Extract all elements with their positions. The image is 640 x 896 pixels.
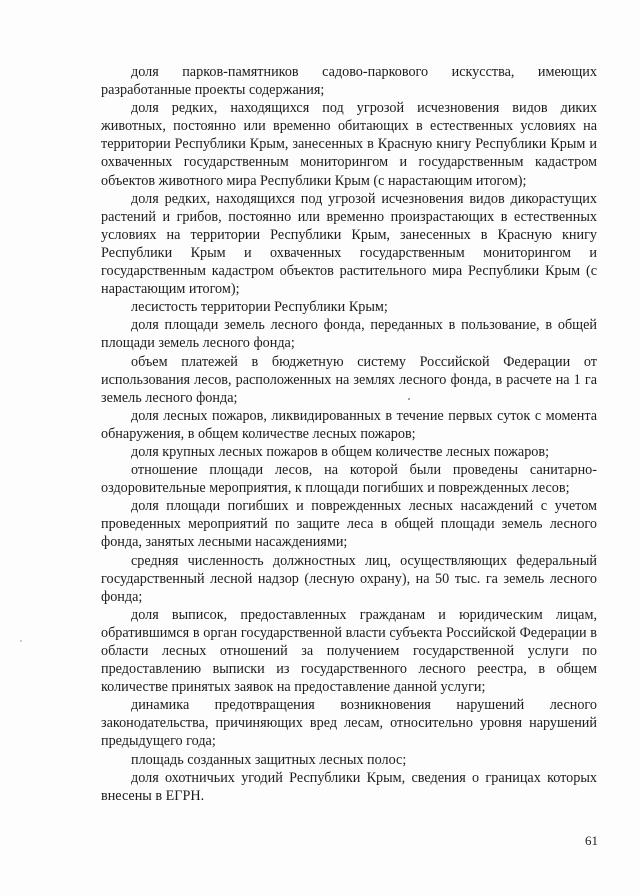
paragraph: доля площади земель лесного фонда, переданных в пользование, в общей площади земель лесного фонда; xyxy=(101,317,597,352)
paragraph: доля редких, находящихся под угрозой исчезновения видов дикорастущих растений и грибов, постоянно или временно произрастающих в естественных условиях на территории Республики Крым, занесенных в Красную книгу Республики Крым и охваченных государственным мониторингом и государственным кадастром объектов растительного мира Республики Крым (с нарастающим итогом); xyxy=(101,190,597,298)
paragraph: доля охотничьих угодий Республики Крым, сведения о границах которых внесены в ЕГРН. xyxy=(101,769,597,804)
paragraph: доля крупных лесных пожаров в общем количестве лесных пожаров; xyxy=(131,443,550,460)
paragraph: доля парков-памятников садово-паркового искусства, имеющих разработанные проекты содержания; xyxy=(101,64,597,99)
scan-speck xyxy=(20,640,22,642)
page-number: 61 xyxy=(585,833,598,848)
paragraph: доля лесных пожаров, ликвидированных в течение первых суток с момента обнаружения, в общем количестве лесных пожаров; xyxy=(101,407,597,442)
paragraph: площадь созданных защитных лесных полос; xyxy=(131,751,407,768)
document-body xyxy=(101,63,597,805)
paragraph: средняя численность должностных лиц, осуществляющих федеральный государственный лесной надзор (лесную охрану), на 50 тыс. га земель лесного фонда; xyxy=(101,552,597,605)
paragraph: динамика предотвращения возникновения нарушений лесного законодательства, причиняющих вред лесам, относительно уровня нарушений предыдущего года; xyxy=(101,697,597,750)
paragraph: доля редких, находящихся под угрозой исчезновения видов диких животных, постоянно или временно обитающих в естественных условиях на территории Республики Крым, занесенных в Красную книгу Республики Крым и охваченных государственным мониторингом и государственным кадастром объектов животного мира Республики Крым (с нарастающим итогом); xyxy=(101,100,597,189)
paragraph: доля площади погибших и поврежденных лесных насаждений с учетом проведенных мероприятий по защите леса в общей площади земель лесного фонда, занятых лесными насаждениями; xyxy=(101,498,597,551)
paragraph: доля выписок, предоставленных гражданам и юридическим лицам, обратившимся в орган государственной власти субъекта Российской Федерации в области лесных отношений за получением государственной услуги по предоставлению выписки из государственного лесного реестра, в общем количестве принятых заявок на предоставление данной услуги; xyxy=(101,606,597,696)
scan-speck xyxy=(408,398,410,400)
paragraph: отношение площади лесов, на которой были проведены санитарно-оздоровительные мероприятия, к площади погибших и поврежденных лесов; xyxy=(101,462,597,497)
paragraph: лесистость территории Республики Крым; xyxy=(131,299,388,316)
paragraph: объем платежей в бюджетную систему Российской Федерации от использования лесов, расположенных на землях лесного фонда, в расчете на 1 га земель лесного фонда; xyxy=(101,353,597,406)
